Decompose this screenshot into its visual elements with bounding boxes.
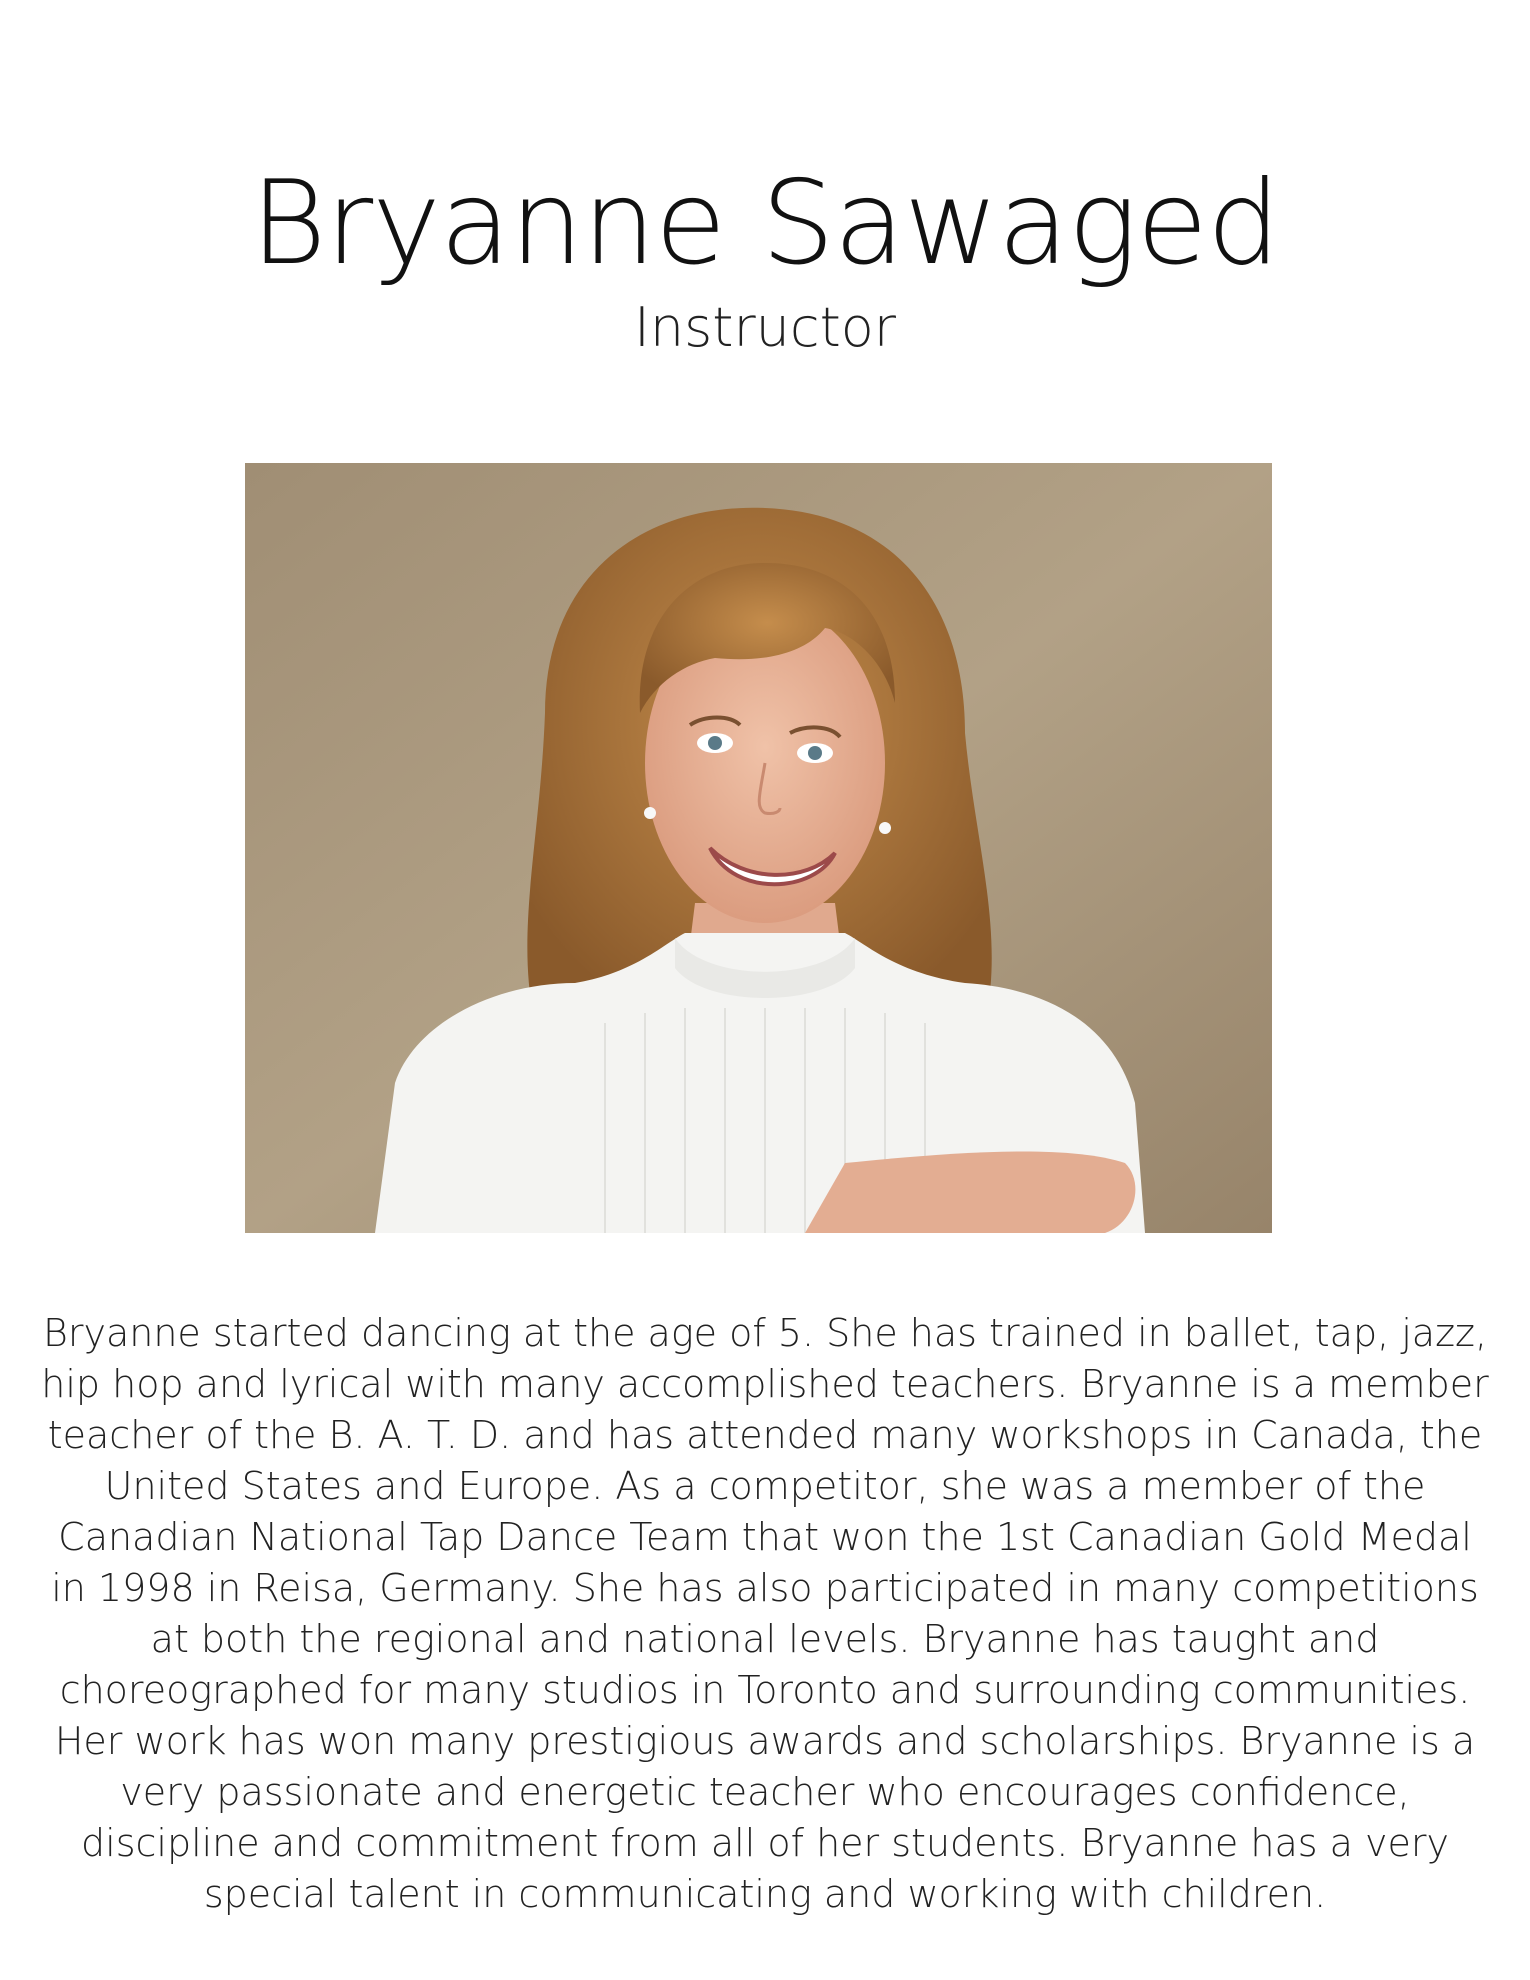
portrait-photo-icon — [245, 463, 1272, 1233]
instructor-bio: Bryanne started dancing at the age of 5. She has trained in ballet, tap, jazz, hip hop and lyrical with many accomplished teachers. Bryanne is a member teacher of the B. A. T. D. and has attended many workshops in Canada, the United States and Europe. As a competitor, she was a member of the Canadian National Tap Dance Team that won the 1st Canadian Gold Medal in 1998 in Reisa, Germany. She has also participated in many competitions at both the regional and national levels. Bryanne has taught and choreographed for many studios in Toronto and surrounding communities. Her work has won many prestigious awards and scholarships. Bryanne is a very passionate and energetic teacher who encourages confidence, discipline and commitment from all of her students. Bryanne has a very special talent in communicating and working with children. — [41, 1311, 1489, 1916]
instructor-role: Instructor — [634, 296, 896, 359]
instructor-name: Bryanne Sawaged — [250, 156, 1280, 291]
